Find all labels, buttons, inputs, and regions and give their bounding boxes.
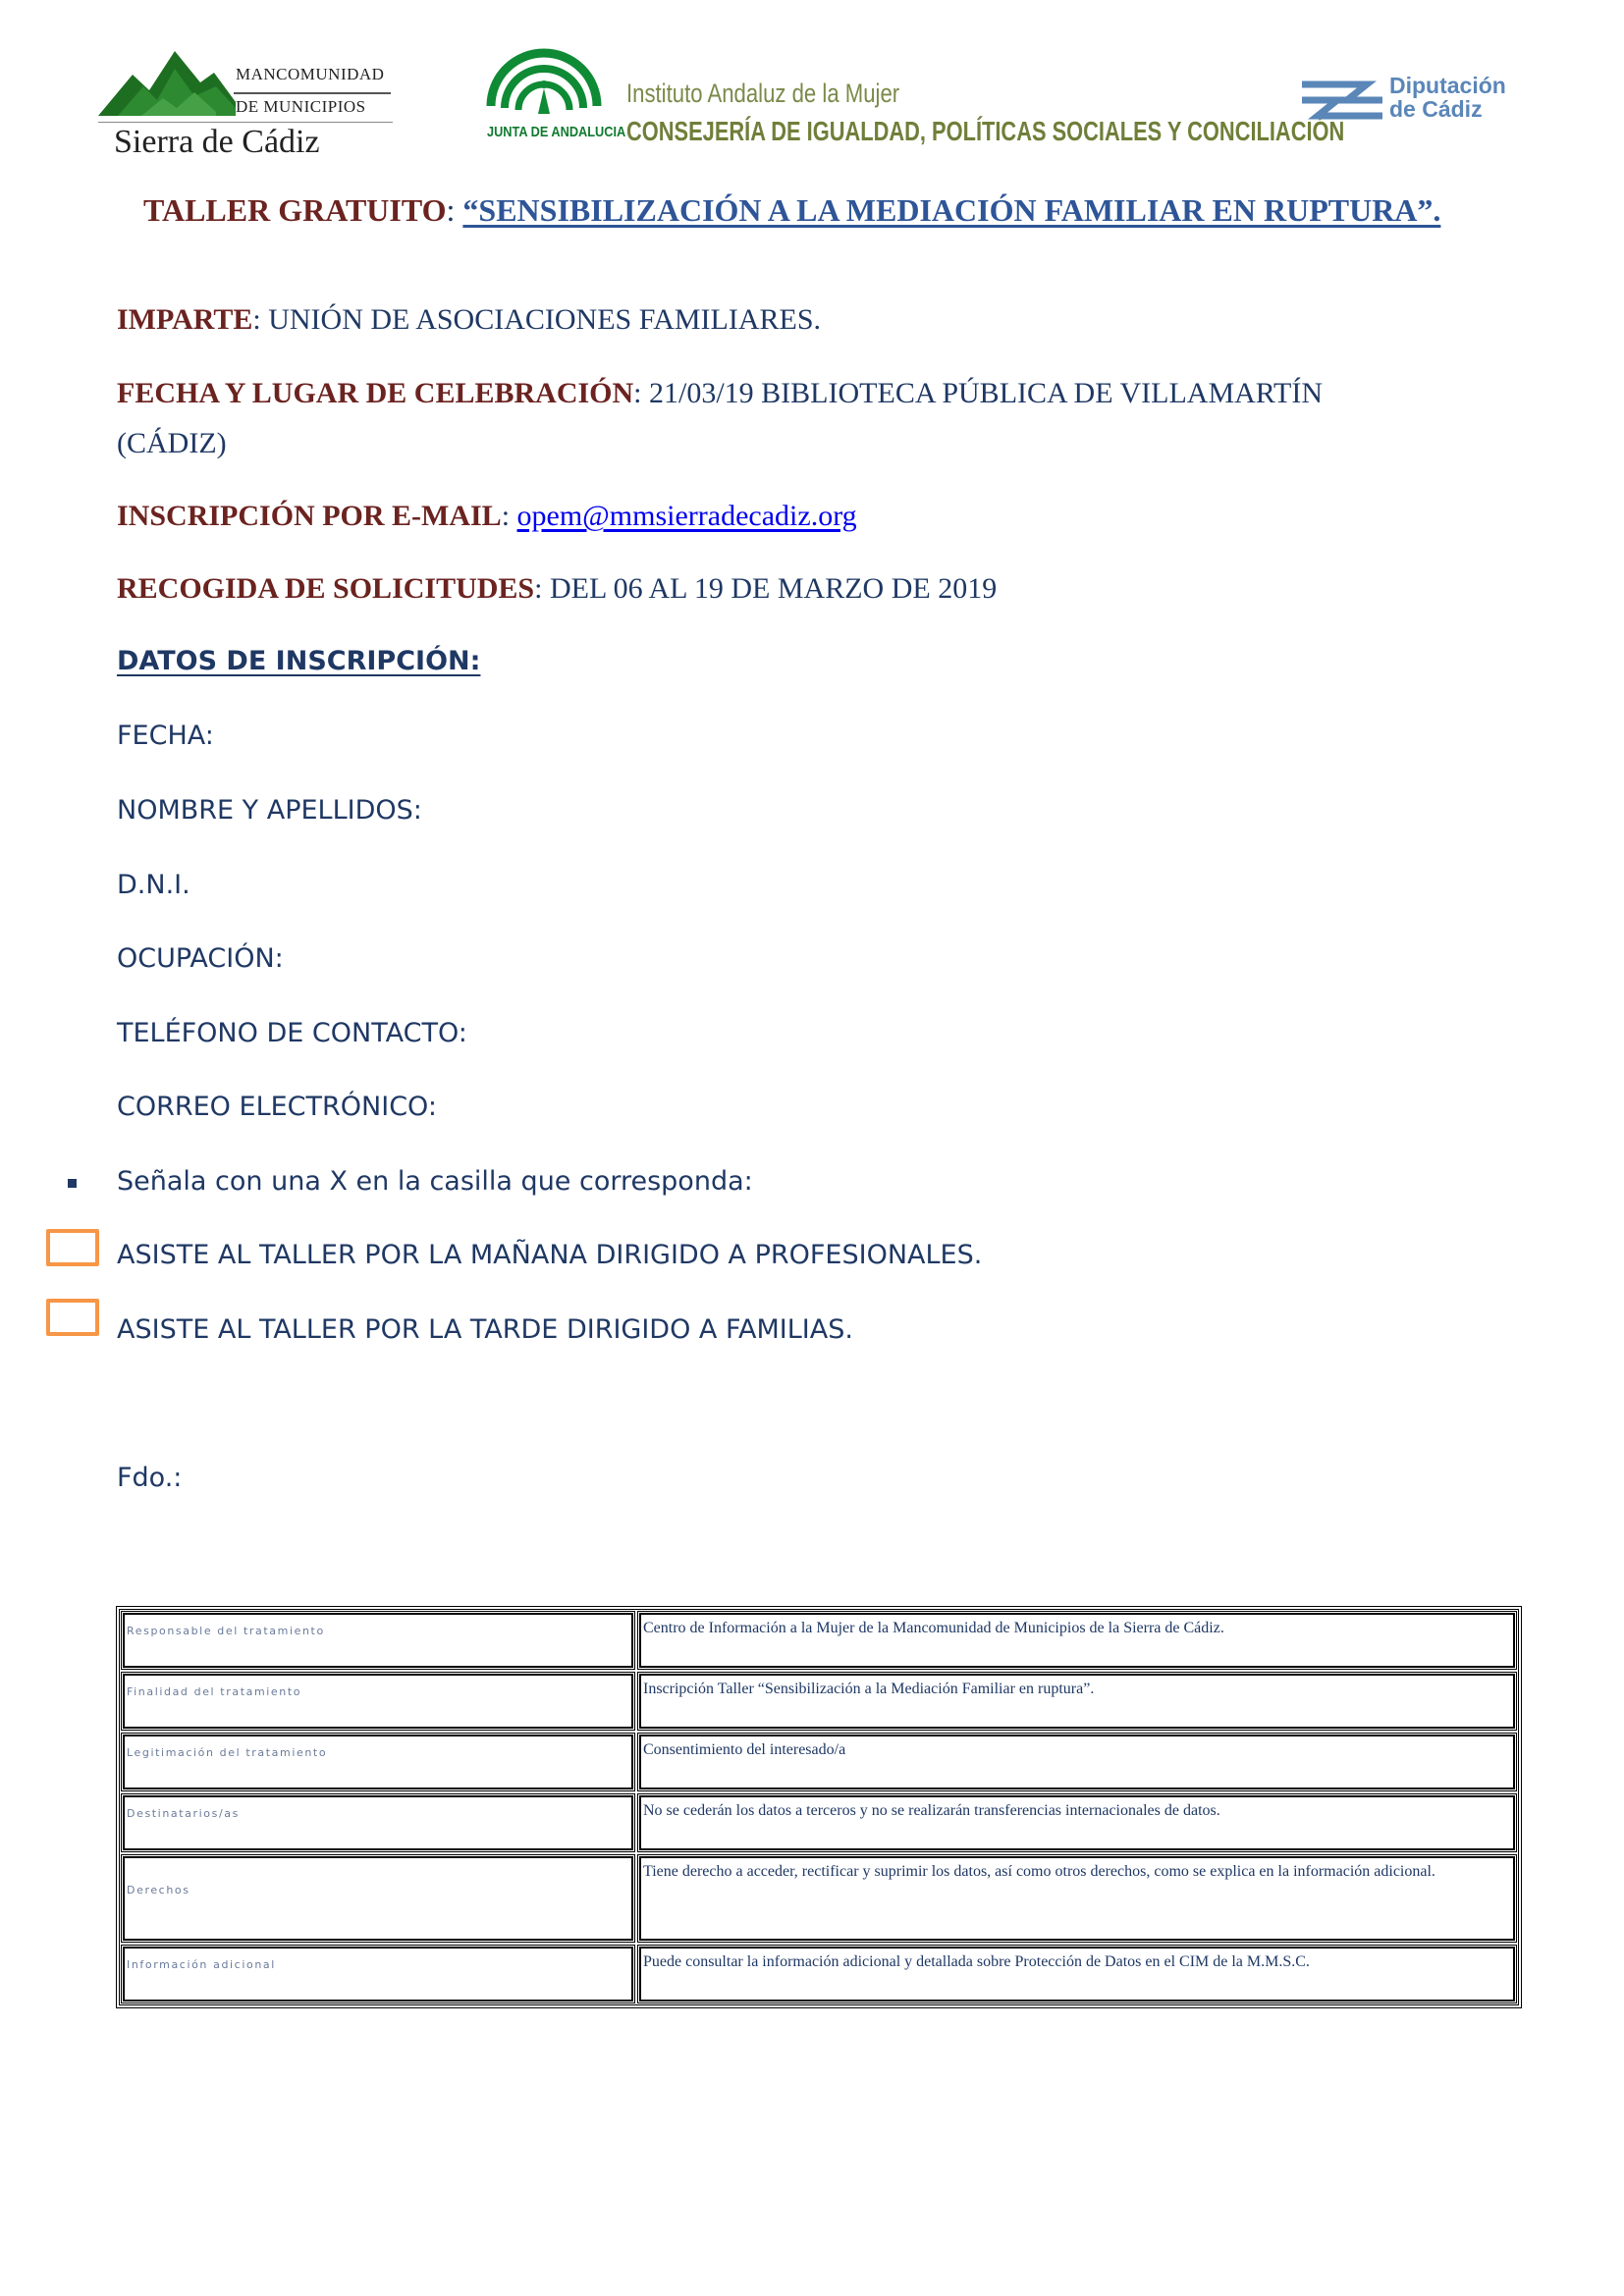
table-row <box>123 1947 1515 2002</box>
mancomunidad-name: Sierra de Cádiz <box>114 124 320 160</box>
instruction-text: Señala con una X en la casilla que corresponda: <box>117 1166 753 1197</box>
junta-logo <box>483 37 626 147</box>
recogida-line <box>117 572 997 606</box>
table-row <box>123 1735 1515 1789</box>
consejeria-name: CONSEJERÍA DE IGUALDAD, POLÍTICAS SOCIALES Y CONCILIACIÓN <box>626 116 1345 146</box>
fecha-lugar-line2: (CÁDIZ) <box>117 427 227 459</box>
table-row <box>123 1674 1515 1729</box>
page-title <box>143 192 1440 229</box>
table-row <box>123 1795 1515 1850</box>
recogida-label: RECOGIDA DE SOLICITUDES <box>117 572 535 605</box>
diputacion-emblem-icon <box>1298 75 1386 124</box>
option-tarde: ASISTE AL TALLER POR LA TARDE DIRIGIDO A FAMILIAS. <box>117 1314 853 1345</box>
field-nombre: NOMBRE Y APELLIDOS: <box>117 795 422 826</box>
table-value: Tiene derecho a acceder, rectificar y suprimir los datos, así como otros derechos, como se explica en la información adicional. <box>639 1856 1515 1941</box>
table-value: No se cederán los datos a terceros y no se realizarán transferencias internacionales de datos. <box>639 1795 1515 1850</box>
table-key: Derechos <box>123 1856 633 1941</box>
table-row <box>123 1613 1515 1668</box>
divider <box>234 92 391 94</box>
diputacion-logo <box>1298 71 1524 130</box>
divider <box>98 122 393 123</box>
data-protection-table <box>116 1606 1522 2008</box>
junta-caption: JUNTA DE ANDALUCIA <box>487 124 626 140</box>
title-colon: : <box>446 192 456 228</box>
field-fecha: FECHA: <box>117 721 214 751</box>
mancomunidad-line2: DE MUNICIPIOS <box>236 97 366 116</box>
diputacion-line1: Diputación <box>1389 73 1506 98</box>
inscripcion-label: INSCRIPCIÓN POR E-MAIL <box>117 500 502 532</box>
field-telefono: TELÉFONO DE CONTACTO: <box>117 1018 467 1048</box>
field-correo: CORREO ELECTRÓNICO: <box>117 1092 437 1122</box>
inscripcion-line <box>117 500 857 533</box>
field-dni: D.N.I. <box>117 870 190 900</box>
mountains-icon <box>98 47 236 118</box>
table-key: Información adicional <box>123 1947 633 2002</box>
table-row <box>123 1856 1515 1941</box>
table-key: Finalidad del tratamiento <box>123 1674 633 1729</box>
option-manana: ASISTE AL TALLER POR LA MAÑANA DIRIGIDO A PROFESIONALES. <box>117 1240 983 1270</box>
instituto-name: Instituto Andaluz de la Mujer <box>626 79 900 108</box>
checkbox-manana[interactable] <box>46 1229 99 1266</box>
mancomunidad-line1: MANCOMUNIDAD <box>236 65 385 83</box>
imparte-label: IMPARTE <box>117 303 253 336</box>
diputacion-line2: de Cádiz <box>1389 96 1483 122</box>
imparte-line <box>117 303 821 337</box>
title-value: “SENSIBILIZACIÓN A LA MEDIACIÓN FAMILIAR EN RUPTURA”. <box>462 192 1441 228</box>
field-ocupacion: OCUPACIÓN: <box>117 943 284 974</box>
section-title: DATOS DE INSCRIPCIÓN: <box>117 646 481 676</box>
title-label: TALLER GRATUITO <box>143 192 447 228</box>
signature-label: Fdo.: <box>117 1463 183 1493</box>
imparte-value: : UNIÓN DE ASOCIACIONES FAMILIARES. <box>252 303 822 336</box>
email-link[interactable]: opem@mmsierradecadiz.org <box>516 500 857 532</box>
table-key: Responsable del tratamiento <box>123 1613 633 1668</box>
inscripcion-colon: : <box>501 500 517 532</box>
fecha-lugar-label: FECHA Y LUGAR DE CELEBRACIÓN <box>117 377 634 409</box>
table-value: Consentimiento del interesado/a <box>639 1735 1515 1789</box>
bullet-icon <box>68 1179 77 1188</box>
table-key: Destinatarios/as <box>123 1795 633 1850</box>
checkbox-tarde[interactable] <box>46 1299 99 1336</box>
fecha-lugar-value: : 21/03/19 BIBLIOTECA PÚBLICA DE VILLAMARTÍN <box>633 377 1323 409</box>
table-value: Inscripción Taller “Sensibilización a la Mediación Familiar en ruptura”. <box>639 1674 1515 1729</box>
junta-arches-icon <box>483 37 605 122</box>
table-value: Centro de Información a la Mujer de la Mancomunidad de Municipios de la Sierra de Cádiz. <box>639 1613 1515 1668</box>
fecha-lugar-line <box>117 377 1323 410</box>
table-value: Puede consultar la información adicional y detallada sobre Protección de Datos en el CIM de la M.M.S.C. <box>639 1947 1515 2002</box>
table-key: Legitimación del tratamiento <box>123 1735 633 1789</box>
mancomunidad-logo <box>98 43 393 165</box>
recogida-value: : DEL 06 AL 19 DE MARZO DE 2019 <box>534 572 998 605</box>
